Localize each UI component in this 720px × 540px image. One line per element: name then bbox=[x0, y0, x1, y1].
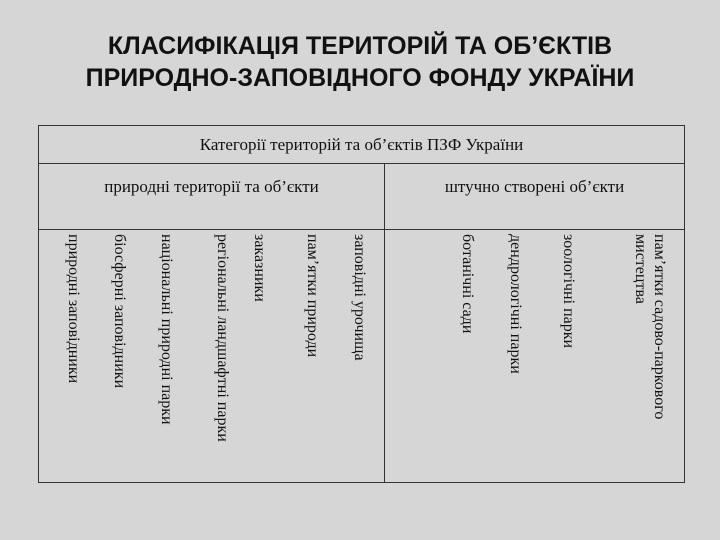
category-label: зоологічні парки bbox=[560, 234, 577, 349]
category-label: біосферні заповідники bbox=[111, 234, 128, 389]
classification-table bbox=[38, 125, 685, 483]
category-label: заказники bbox=[251, 234, 268, 302]
natural-group-label: природні території та об’єкти bbox=[104, 177, 319, 196]
category-label: регіональні ландшафтні парки bbox=[214, 234, 231, 442]
category-label: дендрологічні парки bbox=[507, 234, 524, 374]
title-line-2: ПРИРОДНО-ЗАПОВІДНОГО ФОНДУ УКРАЇНИ bbox=[85, 64, 635, 92]
category-label: ботанічні сади bbox=[459, 234, 476, 334]
artificial-group-label: штучно створені об’єкти bbox=[444, 177, 625, 196]
category-label: заповідні урочища bbox=[351, 234, 368, 361]
root-divider bbox=[39, 163, 684, 164]
category-label: пам’ятки садово-паркового мистецтва bbox=[632, 234, 668, 420]
category-label: пам’ятки природи bbox=[304, 234, 321, 358]
category-label: національні природні парки bbox=[158, 234, 175, 425]
group-separator bbox=[384, 163, 385, 483]
title-line-1: КЛАСИФІКАЦІЯ ТЕРИТОРІЙ ТА ОБ’ЄКТІВ bbox=[107, 32, 613, 60]
category-label: природні заповідники bbox=[65, 234, 82, 384]
root-category-label: Категорії територій та об’єктів ПЗФ України bbox=[199, 135, 524, 154]
page-title bbox=[0, 30, 720, 94]
